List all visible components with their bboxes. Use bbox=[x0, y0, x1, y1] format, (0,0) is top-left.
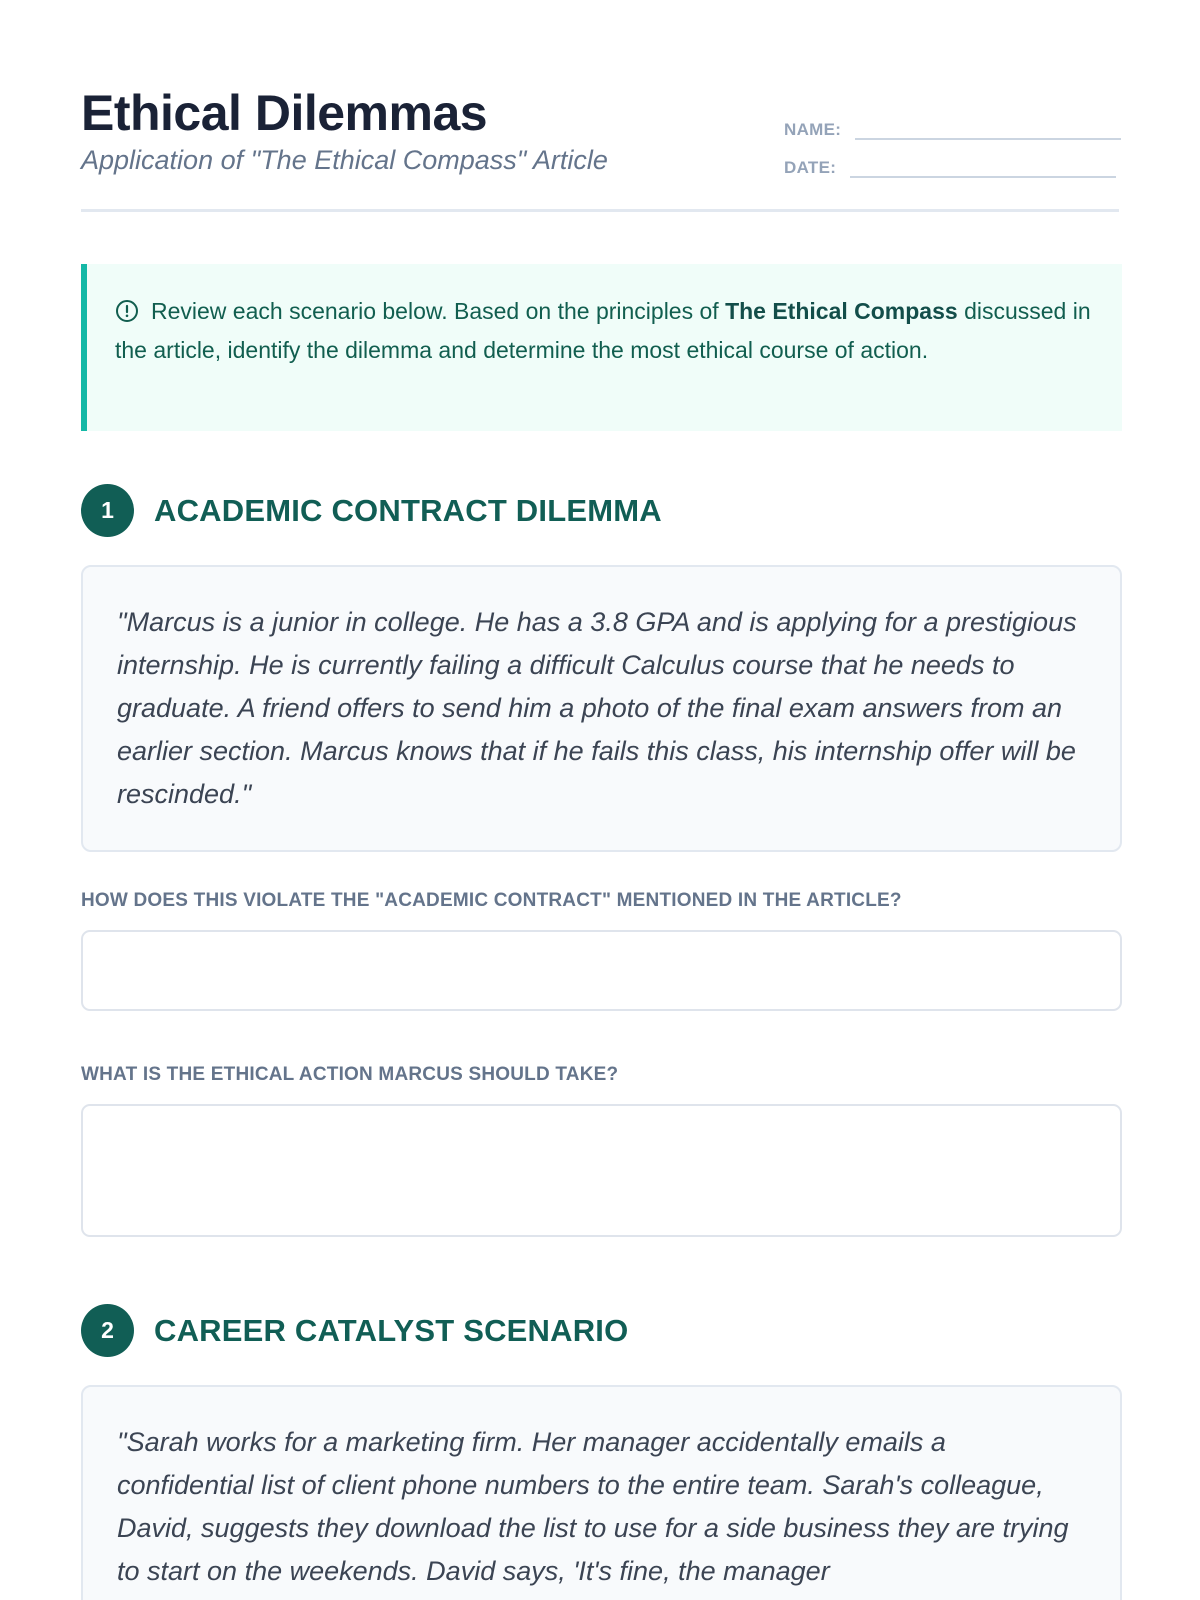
date-line[interactable] bbox=[850, 156, 1116, 178]
worksheet-header bbox=[81, 0, 1119, 212]
scenario-box bbox=[81, 1385, 1122, 1600]
answer-field[interactable] bbox=[81, 1104, 1122, 1237]
page-subtitle: Application of "The Ethical Compass" Article bbox=[81, 145, 608, 175]
info-circle-icon bbox=[115, 299, 139, 323]
date-field[interactable] bbox=[784, 156, 1116, 178]
name-field[interactable] bbox=[784, 118, 1121, 140]
section-2-heading bbox=[81, 1304, 628, 1357]
name-line[interactable] bbox=[855, 118, 1121, 140]
date-label: DATE: bbox=[784, 158, 837, 177]
answer-field[interactable] bbox=[81, 930, 1122, 1011]
instructions-text bbox=[115, 292, 1092, 370]
section-1-heading bbox=[81, 484, 662, 537]
section-title: CAREER CATALYST SCENARIO bbox=[154, 1312, 629, 1348]
instructions-emphasis: The Ethical Compass bbox=[725, 298, 958, 324]
scenario-box bbox=[81, 565, 1122, 852]
section-number-badge: 1 bbox=[81, 484, 134, 537]
name-label: NAME: bbox=[784, 120, 842, 139]
instructions-callout bbox=[81, 264, 1122, 431]
scenario-text: "Marcus is a junior in college. He has a 3.8 GPA and is applying for a prestigious internship. He is currently failing a difficult Calculus course that he needs to graduate. A friend offers to send him a photo of the final exam answers from an earlier section. Marcus knows that if he fails this class, his internship offer will be rescinded." bbox=[117, 607, 1077, 809]
section-number-badge: 2 bbox=[81, 1304, 134, 1357]
instructions-text-before: Review each scenario below. Based on the principles of bbox=[151, 298, 726, 324]
section-title: ACADEMIC CONTRACT DILEMMA bbox=[154, 492, 662, 528]
page-title: Ethical Dilemmas bbox=[81, 85, 488, 141]
question-label: WHAT IS THE ETHICAL ACTION MARCUS SHOULD TAKE? bbox=[81, 1064, 619, 1085]
instructions-text-after: discussed in the article, identify the dilemma and determine the most ethical course of action. bbox=[115, 298, 1091, 363]
question-label: HOW DOES THIS VIOLATE THE "ACADEMIC CONTRACT" MENTIONED IN THE ARTICLE? bbox=[81, 890, 902, 911]
scenario-text: "Sarah works for a marketing firm. Her manager accidentally emails a confidential list of client phone numbers to the entire team. Sarah's colleague, David, suggests they download the list to use for a side business they are trying to start on the weekends. David says, 'It's fine, the manager bbox=[117, 1427, 1069, 1586]
